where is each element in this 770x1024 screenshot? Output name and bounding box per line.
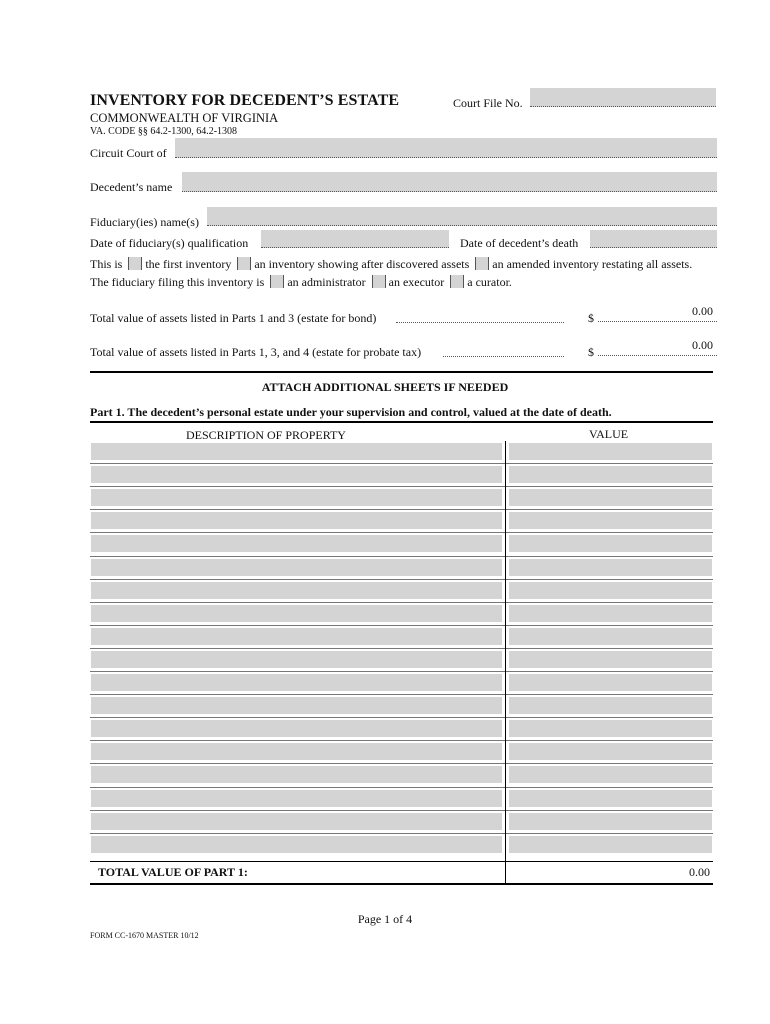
description-cell[interactable] (91, 582, 502, 599)
value-cell[interactable] (509, 674, 712, 691)
form-title: INVENTORY FOR DECEDENT’S ESTATE (90, 92, 400, 109)
page-number: Page 1 of 4 (357, 912, 413, 926)
probate-total-label: Total value of assets listed in Parts 1, 3, and 4 (estate for probate tax) (90, 345, 422, 359)
value-cell[interactable] (509, 813, 712, 830)
attach-note: ATTACH ADDITIONAL SHEETS IF NEEDED (261, 380, 509, 394)
value-cell[interactable] (509, 535, 712, 552)
part1-heading: Part 1. The decedent’s personal estate under your supervision and control, valued at the date of death. (90, 405, 612, 419)
decedent-name-field[interactable] (182, 172, 717, 192)
value-cell[interactable] (509, 489, 712, 506)
first-inventory-label: the first inventory (145, 257, 232, 271)
after-discovered-label: an inventory showing after discovered assets (254, 257, 470, 271)
row-separator (90, 694, 713, 695)
court-file-label: Court File No. (453, 96, 523, 110)
description-cell[interactable] (91, 836, 502, 853)
row-separator (90, 763, 713, 764)
executor-checkbox[interactable] (372, 275, 386, 288)
inventory-type-row (90, 257, 692, 272)
description-cell[interactable] (91, 720, 502, 737)
total-bottom-rule (90, 883, 713, 885)
value-cell[interactable] (509, 628, 712, 645)
value-cell[interactable] (509, 743, 712, 760)
row-separator (90, 717, 713, 718)
bond-total-value: 0.00 (692, 304, 713, 318)
court-file-field[interactable] (530, 88, 716, 107)
row-separator (90, 833, 713, 834)
value-cell[interactable] (509, 582, 712, 599)
description-cell[interactable] (91, 674, 502, 691)
after-discovered-checkbox[interactable] (237, 257, 251, 270)
description-cell[interactable] (91, 512, 502, 529)
death-date-field[interactable] (590, 230, 717, 248)
form-id: FORM CC-1670 MASTER 10/12 (90, 931, 199, 940)
description-cell[interactable] (91, 697, 502, 714)
row-separator (90, 579, 713, 580)
fiduciary-names-field[interactable] (207, 207, 717, 226)
value-column-header: VALUE (589, 427, 629, 441)
fiduciary-type-prefix: The fiduciary filing this inventory is (90, 275, 265, 289)
death-date-label: Date of decedent’s death (460, 236, 579, 250)
administrator-label: an administrator (287, 275, 366, 289)
description-cell[interactable] (91, 466, 502, 483)
bond-total-field[interactable] (598, 304, 717, 322)
commonwealth-label: COMMONWEALTH OF VIRGINIA (90, 111, 279, 125)
value-cell[interactable] (509, 512, 712, 529)
probate-total-value: 0.00 (692, 338, 713, 352)
part1-total-value: 0.00 (689, 865, 710, 879)
probate-currency: $ (588, 345, 594, 359)
description-cell[interactable] (91, 628, 502, 645)
circuit-court-label: Circuit Court of (90, 146, 167, 160)
curator-label: a curator. (467, 275, 512, 289)
qualification-date-label: Date of fiduciary(s) qualification (90, 236, 249, 250)
amended-inventory-checkbox[interactable] (475, 257, 489, 270)
value-cell[interactable] (509, 466, 712, 483)
description-cell[interactable] (91, 559, 502, 576)
value-cell[interactable] (509, 720, 712, 737)
part1-total-label: TOTAL VALUE OF PART 1: (98, 865, 248, 879)
va-code-label: VA. CODE §§ 64.2-1300, 64.2-1308 (90, 126, 238, 137)
decedent-name-label: Decedent’s name (90, 180, 173, 194)
section-divider (90, 371, 713, 373)
value-cell[interactable] (509, 559, 712, 576)
value-cell[interactable] (509, 651, 712, 668)
description-cell[interactable] (91, 489, 502, 506)
value-cell[interactable] (509, 605, 712, 622)
value-cell[interactable] (509, 766, 712, 783)
first-inventory-checkbox[interactable] (128, 257, 142, 270)
row-separator (90, 625, 713, 626)
row-separator (90, 602, 713, 603)
probate-total-leader (443, 356, 564, 357)
total-top-rule (90, 861, 713, 862)
bond-total-label: Total value of assets listed in Parts 1 and 3 (estate for bond) (90, 311, 377, 325)
column-divider (505, 441, 506, 885)
row-separator (90, 532, 713, 533)
fiduciary-names-label: Fiduciary(ies) name(s) (90, 215, 199, 229)
administrator-checkbox[interactable] (270, 275, 284, 288)
description-cell[interactable] (91, 790, 502, 807)
description-cell[interactable] (91, 443, 502, 460)
description-cell[interactable] (91, 535, 502, 552)
probate-total-field[interactable] (598, 338, 717, 356)
curator-checkbox[interactable] (450, 275, 464, 288)
row-separator (90, 740, 713, 741)
executor-label: an executor (388, 275, 445, 289)
description-cell[interactable] (91, 813, 502, 830)
row-separator (90, 509, 713, 510)
description-cell[interactable] (91, 743, 502, 760)
description-cell[interactable] (91, 651, 502, 668)
qualification-date-field[interactable] (261, 230, 449, 248)
description-cell[interactable] (91, 766, 502, 783)
inventory-type-prefix: This is (90, 257, 123, 271)
row-separator (90, 463, 713, 464)
bond-currency: $ (588, 311, 594, 325)
value-cell[interactable] (509, 443, 712, 460)
value-cell[interactable] (509, 697, 712, 714)
row-separator (90, 648, 713, 649)
value-cell[interactable] (509, 790, 712, 807)
description-column-header: DESCRIPTION OF PROPERTY (186, 428, 346, 442)
circuit-court-field[interactable] (175, 138, 717, 158)
value-cell[interactable] (509, 836, 712, 853)
row-separator (90, 787, 713, 788)
amended-inventory-label: an amended inventory restating all assets. (492, 257, 693, 271)
row-separator (90, 556, 713, 557)
row-separator (90, 671, 713, 672)
bond-total-leader (396, 322, 564, 323)
description-cell[interactable] (91, 605, 502, 622)
row-separator (90, 810, 713, 811)
fiduciary-type-row (90, 275, 512, 290)
part1-heading-rule (90, 421, 713, 423)
row-separator (90, 486, 713, 487)
